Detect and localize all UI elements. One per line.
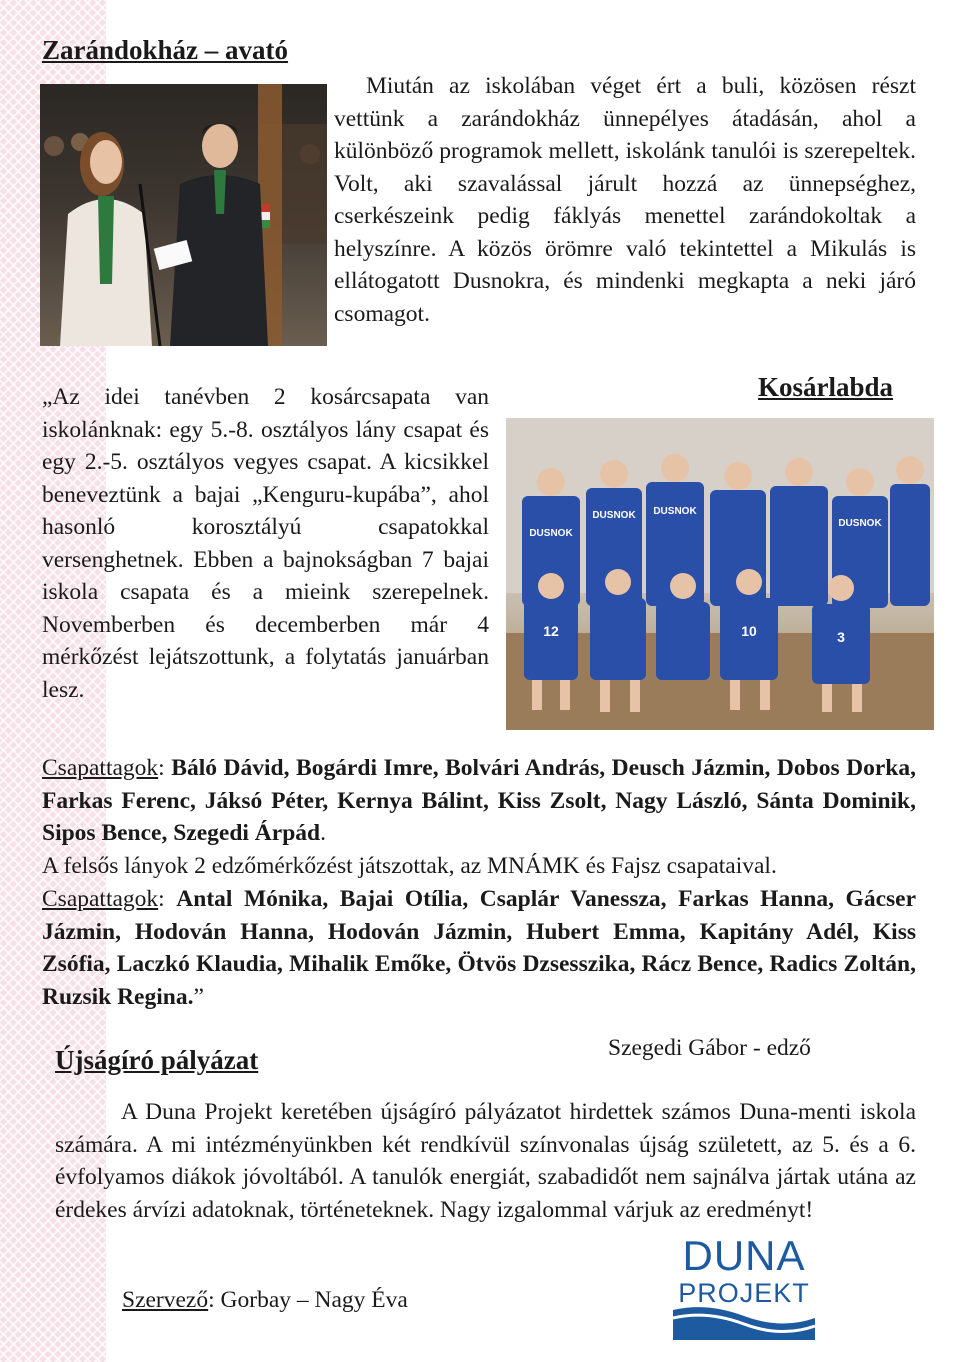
team2-end: ” <box>193 983 204 1010</box>
coach-signature: Szegedi Gábor - edző <box>608 1035 811 1061</box>
ceremony-photo <box>40 84 327 346</box>
jersey-text: DUSNOK <box>529 528 573 539</box>
girls-line: A felsős lányok 2 edzőmérkőzést játszottak, az MNÁMK és Fajsz csapataival. <box>42 853 777 879</box>
jersey-text: DUSNOK <box>653 506 697 517</box>
logo-line2: PROJEKT <box>678 1278 810 1308</box>
logo-line1: DUNA <box>682 1232 806 1279</box>
jersey-text: DUSNOK <box>838 518 882 529</box>
section1-paragraph: Miután az iskolában véget ért a buli, közösen részt vettünk a zarándokház ünnepélyes átadásán, ahol a különböző programok mellett, iskolánk tanulói is szerepeltek. Volt, aki szavalással járult hozzá az ünnepséghez, cserkészeink pedig fáklyás menettel zarándokoltak a helyszínre. A közös örömre való tekintettel a Mikulás is ellátogatott Dusnokra, és mindenki megkapta a neki járó csomagot. <box>334 73 916 327</box>
team1-end: . <box>320 820 326 846</box>
team1-block <box>42 752 916 850</box>
jersey-number: 10 <box>741 623 757 639</box>
team2-label: Csapattagok <box>42 886 159 912</box>
basketball-team-photo <box>506 418 934 730</box>
team-photo-illustration <box>506 418 934 730</box>
organizer-sep: : <box>208 1287 221 1313</box>
duna-projekt-logo-graphic <box>667 1222 821 1340</box>
section-title-zarandokhaz: Zarándokház – avató <box>42 35 289 65</box>
organizer-name: Gorbay – Nagy Éva <box>220 1287 408 1313</box>
section-title-ujsagiro: Újságíró pályázat <box>55 1045 259 1075</box>
team1-members: Báló Dávid, Bogárdi Imre, Bolvári András, Deusch Jázmin, Dobos Dorka, Farkas Ferenc, Jáksó Péter, Kernya Bálint, Kiss Zsolt, Nagy László, Sánta Dominik, Sipos Bence, Szegedi Árpád <box>42 755 916 846</box>
team2-members: Antal Mónika, Bajai Otília, Csaplár Vanessza, Farkas Hanna, Gácser Jázmin, Hodován Hanna, Hodován Jázmin, Hubert Emma, Kapitány Adél, Kiss Zsófia, Laczkó Klaudia, Mihalik Emőke, Ötvös Dzsesszika, Rácz Bence, Radics Zoltán, Ruzsik Regina. <box>42 886 917 1010</box>
jersey-number: 3 <box>837 629 845 645</box>
section2-paragraph: „Az idei tanévben 2 kosárcsapata van iskolánknak: egy 5.-8. osztályos lány csapat és egy 2.-5. osztályos vegyes csapat. A kicsikkel beneveztünk a bajai „Kenguru-kupába”, ahol hasonló korosztályú csapatokkal versenghetnek. Ebben a bajnokságban 7 bajai iskola csapata és a mieink szerepelnek. Novemberben és decemberben már 4 mérkőzést lejátszottunk, a folytatás januárban lesz. <box>42 384 489 703</box>
organizer-label: Szervező <box>122 1287 209 1313</box>
team1-label: Csapattagok <box>42 755 159 781</box>
jersey-number: 12 <box>543 623 559 639</box>
team1-colon: : <box>158 755 172 781</box>
team2-block <box>42 883 916 1013</box>
ceremony-photo-illustration <box>40 84 327 346</box>
team2-colon: : <box>158 886 177 912</box>
jersey-text: DUSNOK <box>592 510 636 521</box>
organizer-line <box>122 1284 408 1316</box>
section-title-kosarlabda: Kosárlabda <box>758 372 894 402</box>
duna-projekt-logo <box>667 1222 821 1340</box>
section3-paragraph: A Duna Projekt keretében újságíró pályázatot hirdettek számos Duna-menti iskola számára. A mi intézményünkben két rendkívül színvonalas újság született, az 5. és a 6. évfolyamos diákok jóvoltából. A tanulók energiát, szabadidőt nem sajnálva jártak utána az érdekes árvízi adatoknak, történeteknek. Nagy izgalommal várjuk az eredményt! <box>55 1099 916 1223</box>
